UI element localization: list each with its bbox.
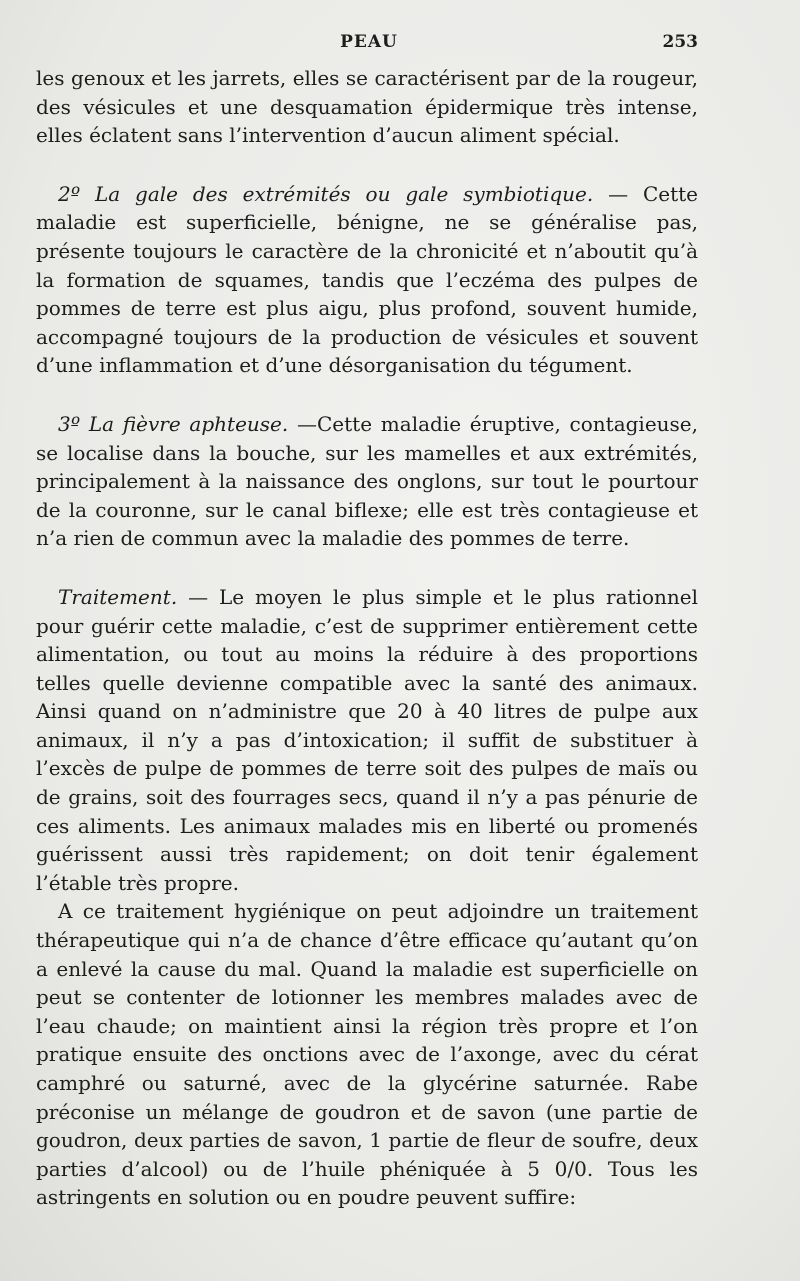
body-text <box>36 64 698 1212</box>
paragraph-gap <box>36 553 698 583</box>
paragraph-gap <box>36 150 698 180</box>
running-title: PEAU <box>340 32 398 52</box>
paragraph-title-traitement: Traitement. <box>58 584 178 609</box>
paragraph-therapeutique: A ce traitement hygiénique on peut adjoindre un traitement thérapeutique qui n’a de chance d’être efficace qu’autant qu’on a enlevé la cause du mal. Quand la maladie est superficielle on peut se contenter de lotionner les membres malades avec de l’eau chaude; on maintient ainsi la région très propre et l’on pratique ensuite des onctions avec de l’axonge, avec du cérat camphré ou saturné, avec de la glycérine saturnée. Rabe préconise un mélange de goudron et de savon (une partie de goudron, deux parties de savon, 1 partie de fleur de soufre, deux parties d’alcool) ou de l’huile phéniquée à 5 0/0. Tous les astringents en solution ou en poudre peuvent suffire: <box>36 899 698 1210</box>
paragraph-gap <box>36 380 698 410</box>
page-number: 253 <box>662 32 698 52</box>
paragraph-gale <box>36 180 698 380</box>
paragraph-title-fievre: 3º La fièvre aphteuse. <box>58 411 289 436</box>
paragraph-title-gale: 2º La gale des extrémités ou gale symbiotique. <box>58 181 594 206</box>
paragraph-continuation: les genoux et les jarrets, elles se caractérisent par de la rougeur, des vésicules et une desquamation épidermique très intense, elles éclatent sans l’intervention d’aucun aliment spécial. <box>36 66 698 148</box>
paragraph-text-traitement: — Le moyen le plus simple et le plus rationnel pour guérir cette maladie, c’est de supprimer entièrement cette alimentation, ou tout au moins la réduire à des proportions telles quelle devienne compatible avec la santé des animaux. Ainsi quand on n’administre que 20 à 40 litres de pulpe aux animaux, il n’y a pas d’intoxication; il suffit de substituer à l’excès de pulpe de pommes de terre soit des pulpes de maïs ou de grains, soit des fourrages secs, quand il n’y a pas pénurie de ces aliments. Les animaux malades mis en liberté ou promenés guérissent aussi très rapidement; on doit tenir également l’étable très propre. <box>36 584 698 895</box>
paragraph-text-gale: — Cette maladie est superficielle, bénigne, ne se généralise pas, présente toujours le caractère de la chronicité et n’aboutit qu’à la formation de squames, tandis que l’eczéma des pulpes de pommes de terre est plus aigu, plus profond, souvent humide, accompagné toujours de la production de vésicules et souvent d’une inflammation et d’une désorganisation du tégument. <box>36 181 699 378</box>
paragraph-text-fievre: —Cette maladie éruptive, contagieuse, se localise dans la bouche, sur les mamelles et aux extrémités, principalement à la naissance des onglons, sur tout le pourtour de la couronne, sur le canal biflexe; elle est très contagieuse et n’a rien de commun avec la maladie des pommes de terre. <box>36 411 698 551</box>
running-header <box>40 30 698 56</box>
paragraph-traitement <box>36 583 698 898</box>
paragraph-fievre <box>36 410 698 553</box>
